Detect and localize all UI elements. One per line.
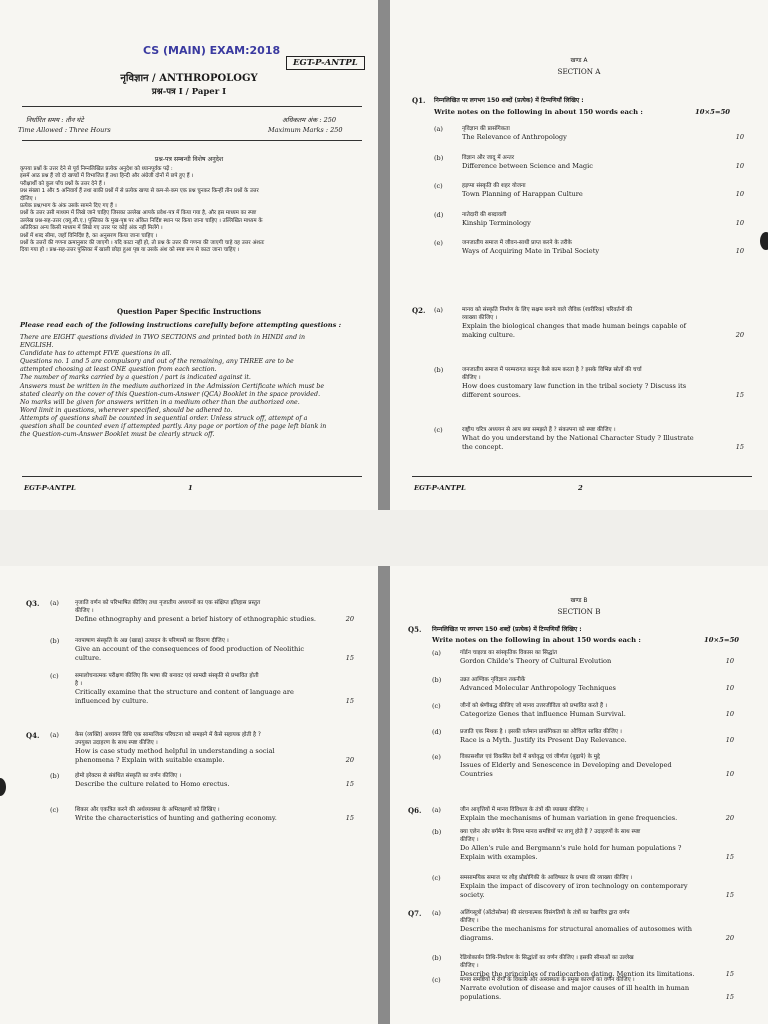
part-label: (a) [432, 806, 441, 814]
max-marks-en: Maximum Marks : 250 [268, 126, 343, 134]
part-text-en: society. [460, 891, 485, 899]
part-marks: 10 [725, 684, 734, 692]
part-text-en: Describe the culture related to Homo erectus. [75, 780, 230, 788]
part-text-en: Gordon Childe's Theory of Cultural Evolution [460, 657, 612, 665]
part-text-hi: नवपाषाण संस्कृति के अन्न (खाद्य) उत्पादन के परिणामों का विवरण दीजिए । [75, 638, 229, 644]
part-text-en: Describe the principles of radiocarbon dating. Mention its limitations. [460, 970, 695, 978]
divider [22, 106, 362, 107]
part-label: (c) [434, 182, 443, 190]
question-number: Q3. [26, 599, 40, 608]
part-text-hi: समालोचनात्मक परीक्षण कीजिए कि भाषा की बनावट एवं सामग्री संस्कृति से प्रभावित होती [75, 673, 259, 679]
part-text-en: phenomena ? Explain with suitable example. [75, 756, 225, 764]
part-text-en: Give an account of the consequences of food production of Neolithic [75, 645, 305, 653]
part-text-en: What do you understand by the National Character Study ? Illustrate [462, 434, 694, 442]
part-text-en: Advanced Molecular Anthropology Techniques [460, 684, 616, 692]
part-text-hi: गॉर्डन चाइल्ड का सांस्कृतिक विकास का सिद्धांत [460, 650, 558, 656]
part-marks: 15 [345, 654, 354, 662]
page-2-section-a [390, 0, 768, 510]
instruction-line: No marks will be given for answers written in a medium other than the authorized one. [20, 398, 300, 406]
paper-title: प्रश्न-पत्र I / Paper I [151, 87, 227, 97]
part-text-hi: नातेदारी की शब्दावली [462, 212, 507, 218]
part-text-en: The Relevance of Anthropology [462, 133, 567, 141]
instruction-line: attempted choosing at least ONE question from each section. [20, 366, 217, 374]
part-label: (b) [432, 828, 442, 836]
section-heading-hi: खण्ड A [570, 57, 588, 64]
part-text-en: Issues of Elderly and Senescence in Developing and Developed [460, 761, 672, 769]
part-text-hi: कीजिए । [460, 837, 479, 843]
part-text-en: populations. [460, 993, 502, 1001]
part-label: (c) [50, 672, 59, 680]
question-part [462, 366, 722, 400]
footer-code: EGT-P-ANTPL [414, 484, 466, 492]
punch-hole [0, 778, 6, 796]
question-part [460, 676, 718, 693]
part-text-en: How is case study method helpful in understanding a social [75, 747, 275, 755]
subject-title: नृविज्ञान / ANTHROPOLOGY [120, 73, 258, 84]
question-part [460, 702, 718, 719]
part-text-en: different sources. [462, 391, 521, 399]
part-marks: 15 [345, 814, 354, 822]
instruction-line: the Question-cum-Answer Booklet must be clearly struck off. [20, 431, 215, 439]
part-marks: 15 [725, 891, 734, 899]
page-1-cover [0, 0, 378, 510]
part-label: (b) [434, 154, 444, 162]
question-part [75, 599, 335, 624]
page-number: 1 [188, 484, 193, 492]
handwritten-exam-label: CS (MAIN) EXAM:2018 [143, 44, 281, 57]
part-text-en: Describe the mechanisms for structural anomalies of autosomes with [460, 925, 692, 933]
instruction-line: There are EIGHT questions divided in TWO SECTIONS and printed both in HINDI and in [20, 334, 306, 341]
instruction-line: प्रत्येक प्रश्न/भाग के अंक उसके सामने दिए गए हैं । [20, 203, 117, 210]
instruction-line: दिया गया हो । प्रश्न-सह-उत्तर पुस्तिका में खाली छोड़ा हुआ पृष्ठ या उसके अंश को स्पष्ट रूप से काटा जाना चाहिए । [20, 247, 240, 254]
part-label: (c) [432, 976, 441, 984]
instruction-line: प्रश्नों के उत्तरों की गणना क्रमानुसार की जाएगी । यदि काटा नहीं हो, तो प्रश्न के उत्तर की गणना की जाएगी चाहे वह उत्तर अंशतः [20, 240, 265, 247]
part-text-hi: जनजातीय समाज में परम्परागत कानून कैसे काम करता है ? इसके विभिन्न स्रोतों की चर्चा [462, 367, 642, 373]
question-part [460, 909, 718, 943]
instructions-en [20, 334, 365, 439]
part-text-hi: प्रजाति एक मिथक है । इसकी वर्तमान प्रासंगिकता का औचित्य साबित कीजिए । [460, 729, 622, 735]
question-text-en: Write notes on the following in about 150 words each : [432, 636, 641, 644]
instruction-line: परीक्षार्थी को कुल पाँच प्रश्नों के उत्तर देने हैं । [20, 180, 106, 187]
instruction-line: Word limit in questions, wherever specified, should be adhered to. [20, 406, 233, 414]
part-marks: 15 [735, 443, 744, 451]
question-part [75, 806, 335, 823]
part-text-hi: मानव को संस्कृति निर्माण के लिए सक्षम बनाने वाले जैविक (शारीरिक) परिवर्तनों की [462, 307, 633, 313]
question-part [460, 828, 718, 862]
part-text-hi: कीजिए । [460, 963, 479, 969]
part-text-en: Town Planning of Harappan Culture [462, 190, 583, 198]
part-marks: 10 [735, 162, 744, 170]
part-text-en: Critically examine that the structure and content of language are [75, 688, 294, 696]
part-label: (a) [434, 306, 443, 314]
part-text-hi: मानव समष्टियों में रोगों के विकास और अस्वस्थता के प्रमुख कारणों का वर्णन कीजिए । [460, 977, 635, 983]
instruction-line: question shall be counted even if attempted partly. Any page or portion of the page left blank in [20, 423, 327, 431]
question-number: Q4. [26, 731, 40, 740]
part-text-en: culture. [75, 654, 102, 662]
question-marks: 10×5=50 [704, 636, 740, 644]
part-label: (a) [432, 909, 441, 917]
instruction-line: दीजिए । [20, 195, 37, 202]
part-text-hi: नृविज्ञान की प्रासंगिकता [462, 126, 510, 132]
instruction-line: प्रश्नों में शब्द सीमा, जहाँ विनिर्दिष्ट है, का अनुसरण किया जाना चाहिए । [20, 232, 158, 239]
part-text-en: Narrate evolution of disease and major causes of ill health in human [460, 984, 690, 992]
part-label: (e) [432, 753, 441, 761]
part-label: (a) [432, 649, 441, 657]
part-text-en: Define ethnography and present a brief history of ethnographic studies. [75, 615, 316, 623]
instruction-line: प्रश्नों के उत्तर उसी माध्यम में लिखे जाने चाहिए जिसका उल्लेख आपके प्रवेश-पत्र में किया गया है, और इस माध्यम का स्पष्ट [20, 210, 257, 217]
part-text-hi: व्याख्या कीजिए । [462, 315, 498, 321]
part-text-hi: रेडियोकार्बन तिथि-निर्धारण के सिद्धांतों का वर्णन कीजिए । इसकी सीमाओं का उल्लेख [460, 955, 634, 961]
part-marks: 15 [725, 970, 734, 978]
part-label: (d) [432, 728, 442, 736]
question-part [75, 672, 335, 706]
part-marks: 15 [735, 391, 744, 399]
part-text-hi: विज्ञान और जादू में अन्तर [462, 155, 515, 161]
part-marks: 10 [735, 247, 744, 255]
instruction-line: उल्लेख प्रश्न-सह-उत्तर (क्यू.सी.ए.) पुस्तिका के मुख-पृष्ठ पर अंकित निर्दिष्ट स्थान पर किया जाना चाहिए । उल्लिखित माध्यम के [20, 217, 263, 224]
part-text-hi: केस (व्यक्ति) अध्ययन विधि एक सामाजिक परिघटना को समझने में कैसे सहायक होती है ? [75, 732, 261, 738]
max-marks-hi: अधिकतम अंक : 250 [282, 116, 336, 124]
part-text-hi: कीजिए । [75, 608, 94, 614]
part-text-hi: जीनों को श्रेणीबद्ध कीजिए जो मानव उत्तरजीविता को प्रभावित करते हैं । [460, 703, 607, 709]
part-marks: 15 [345, 697, 354, 705]
part-marks: 10 [725, 770, 734, 778]
part-text-hi: अलिंगसूत्रों (ऑटोसोम्स) की संरचनात्मक विसंगतियों के तंत्रों का रेखाचित्र द्वारा वर्णन [460, 910, 630, 916]
part-text-hi: क्या एलेन और बर्गमैन के नियम मानव समष्टियों पर लागू होते हैं ? उदाहरणों के साथ स्पष्ट [460, 829, 641, 835]
question-part [462, 154, 712, 171]
page-3-questions [0, 566, 378, 1024]
time-allowed-hi: निर्धारित समय : तीन घंटे [26, 116, 84, 124]
question-part [460, 753, 718, 779]
part-text-hi: समसामयिक समाज पर लौह प्रौद्योगिकी के आविष्कार के प्रभाव की व्याख्या कीजिए । [460, 875, 633, 881]
question-marks: 10×5=50 [695, 108, 731, 116]
part-text-hi: नृजाति वर्णन को परिभाषित कीजिए तथा नृजातीय अध्ययनों का एक संक्षिप्त इतिहास प्रस्तुत [75, 600, 261, 606]
part-text-en: the concept. [462, 443, 504, 451]
part-marks: 20 [735, 331, 744, 339]
divider [22, 476, 362, 477]
part-marks: 10 [725, 657, 734, 665]
instruction-line: The number of marks carried by a question / part is indicated against it. [20, 374, 251, 382]
part-text-en: Write the characteristics of hunting and gathering economy. [75, 814, 277, 822]
part-label: (d) [434, 211, 444, 219]
part-text-en: influenced by culture. [75, 697, 149, 705]
part-text-en: Countries [460, 770, 493, 778]
instruction-line: Attempts of questions shall be counted in sequential order. Unless struck off, attempt of a [20, 414, 308, 422]
page-number: 2 [578, 484, 583, 492]
part-text-en: Race is a Myth. Justify its Present Day Relevance. [460, 736, 627, 744]
question-part [460, 874, 718, 900]
section-heading-hi: खण्ड B [570, 597, 588, 604]
question-number: Q5. [408, 625, 422, 634]
instruction-line: Questions no. 1 and 5 are compulsory and out of the remaining, any THREE are to be [20, 358, 294, 366]
punch-hole [760, 232, 768, 250]
part-text-hi: कीजिए । [462, 375, 481, 381]
part-label: (a) [50, 731, 59, 739]
instructions-hi [20, 166, 365, 255]
part-text-en: How does customary law function in the tribal society ? Discuss its [462, 382, 687, 390]
part-text-hi: जनजातीय समाज में जीवन-साथी प्राप्त करने के तरीके [462, 240, 572, 246]
question-number: Q7. [408, 909, 422, 918]
instruction-line: इसमें आठ प्रश्न हैं जो दो खण्डों में विभाजित हैं तथा हिन्दी और अंग्रेजी दोनों में छपे हुए हैं । [20, 173, 194, 180]
part-text-en: Explain with examples. [460, 853, 538, 861]
part-text-hi: होमो इरेक्टस से संबंधित संस्कृति का वर्णन कीजिए । [75, 773, 182, 779]
divider [22, 140, 362, 141]
part-marks: 15 [725, 853, 734, 861]
part-text-en: Categorize Genes that influence Human Survival. [460, 710, 626, 718]
part-text-en: Ways of Acquiring Mate in Tribal Society [462, 247, 600, 255]
part-text-hi: हड़प्पा संस्कृति की शहर योजना [462, 183, 526, 189]
question-part [460, 976, 718, 1002]
part-marks: 15 [725, 993, 734, 1001]
part-text-en: Explain the impact of discovery of iron technology on contemporary [460, 882, 688, 890]
part-label: (b) [432, 954, 442, 962]
instruction-line: अतिरिक्त अन्य किसी माध्यम में लिखे गए उत्तर पर कोई अंक नहीं मिलेंगे । [20, 225, 163, 232]
part-text-en: making culture. [462, 331, 515, 339]
part-text-hi: शिकार और एकत्रित करने की अर्थव्यवस्था के अभिलक्षणों को लिखिए । [75, 807, 220, 813]
question-text-hi: निम्नलिखित पर लगभग 150 शब्दों (प्रत्येक) में टिप्पणियाँ लिखिए : [432, 626, 582, 633]
instruction-line: कृपया प्रश्नों के उत्तर देने से पूर्व निम्नलिखित प्रत्येक अनुदेश को ध्यानपूर्वक पढ़ें : [20, 166, 173, 172]
instructions-title-en: Question Paper Specific Instructions [116, 307, 262, 316]
part-marks: 20 [345, 615, 354, 623]
part-marks: 20 [725, 934, 734, 942]
instructions-lead-en: Please read each of the following instructions carefully before attempting questions : [20, 321, 342, 329]
question-part [75, 772, 335, 789]
time-allowed-en: Time Allowed : Three Hours [18, 126, 111, 134]
part-label: (e) [434, 239, 443, 247]
question-part [462, 306, 722, 340]
part-text-hi: है । [75, 681, 82, 687]
question-text-en: Write notes on the following in about 150 words each : [434, 108, 643, 116]
instruction-line: Answers must be written in the medium authorized in the Admission Certificate which must be [20, 382, 325, 390]
part-label: (c) [432, 874, 441, 882]
instruction-line: Candidate has to attempt FIVE questions in all. [20, 350, 172, 358]
part-label: (c) [50, 806, 59, 814]
section-heading-en: SECTION A [557, 67, 601, 76]
question-text-hi: निम्नलिखित पर लगभग 150 शब्दों (प्रत्येक) में टिप्पणियाँ लिखिए : [434, 97, 584, 104]
part-marks: 20 [725, 814, 734, 822]
question-part [75, 731, 335, 765]
page-4-section-b [390, 566, 768, 1024]
question-part [462, 239, 712, 256]
part-text-hi: कीजिए । [460, 918, 479, 924]
question-part [462, 426, 722, 452]
part-marks: 10 [725, 710, 734, 718]
question-part [462, 182, 712, 199]
part-text-en: diagrams. [460, 934, 494, 942]
part-marks: 10 [725, 736, 734, 744]
part-text-en: Kinship Terminology [462, 219, 531, 227]
part-marks: 20 [345, 756, 354, 764]
section-heading-en: SECTION B [557, 607, 601, 616]
question-part [460, 649, 718, 666]
divider [412, 476, 752, 477]
instructions-title-hi: प्रश्न-पत्र सम्बन्धी विशेष अनुदेश [154, 156, 224, 163]
question-part [460, 806, 718, 823]
part-label: (b) [50, 772, 60, 780]
question-part [462, 125, 712, 142]
instruction-line: ENGLISH. [20, 342, 54, 350]
question-number: Q2. [412, 306, 426, 315]
question-part [75, 637, 335, 663]
part-text-hi: उपयुक्त उदाहरण के साथ स्पष्ट कीजिए । [75, 740, 158, 746]
question-part [462, 211, 712, 228]
background-gap [0, 510, 768, 566]
part-label: (b) [434, 366, 444, 374]
part-label: (b) [50, 637, 60, 645]
question-number: Q6. [408, 806, 422, 815]
part-label: (c) [434, 426, 443, 434]
part-text-hi: जीन आवृत्तियों में मानव विविधता के तंत्रों की व्याख्या कीजिए । [460, 807, 588, 813]
footer-code: EGT-P-ANTPL [24, 484, 76, 492]
part-text-en: Explain the biological changes that made human beings capable of [462, 322, 687, 330]
part-text-en: Do Allen's rule and Bergmann's rule hold for human populations ? [460, 844, 682, 852]
part-label: (c) [432, 702, 441, 710]
part-text-hi: विकासशील एवं विकसित देशों में बयोवृद्ध एवं जीर्णता (बुढ़ापे) के मुद्दे [460, 754, 600, 760]
part-marks: 10 [735, 190, 744, 198]
instruction-line: प्रश्न संख्या 1 और 5 अनिवार्य हैं तथा बाकी प्रश्नों में से प्रत्येक खण्ड से कम-से-कम एक प्रश्न चुनकर किन्हीं तीन प्रश्नों के उत्तर [20, 188, 259, 195]
paper-code-box: EGT-P-ANTPL [286, 56, 365, 70]
part-label: (b) [432, 676, 442, 684]
part-text-hi: उन्नत आण्विक नृविज्ञान तकनीकें [460, 677, 526, 683]
part-marks: 10 [735, 219, 744, 227]
part-label: (a) [50, 599, 59, 607]
part-marks: 10 [735, 133, 744, 141]
part-text-en: Difference between Science and Magic [462, 162, 593, 170]
question-number: Q1. [412, 96, 426, 105]
part-label: (a) [434, 125, 443, 133]
question-part [460, 728, 718, 745]
part-text-en: Explain the mechanisms of human variation in gene frequencies. [460, 814, 678, 822]
part-text-hi: राष्ट्रीय चरित्र अध्ययन से आप क्या समझते हैं ? संकल्पना को स्पष्ट कीजिए । [462, 427, 616, 433]
instruction-line: stated clearly on the cover of this Question-cum-Answer (QCA) Booklet in the space provided. [20, 390, 321, 398]
part-marks: 15 [345, 780, 354, 788]
